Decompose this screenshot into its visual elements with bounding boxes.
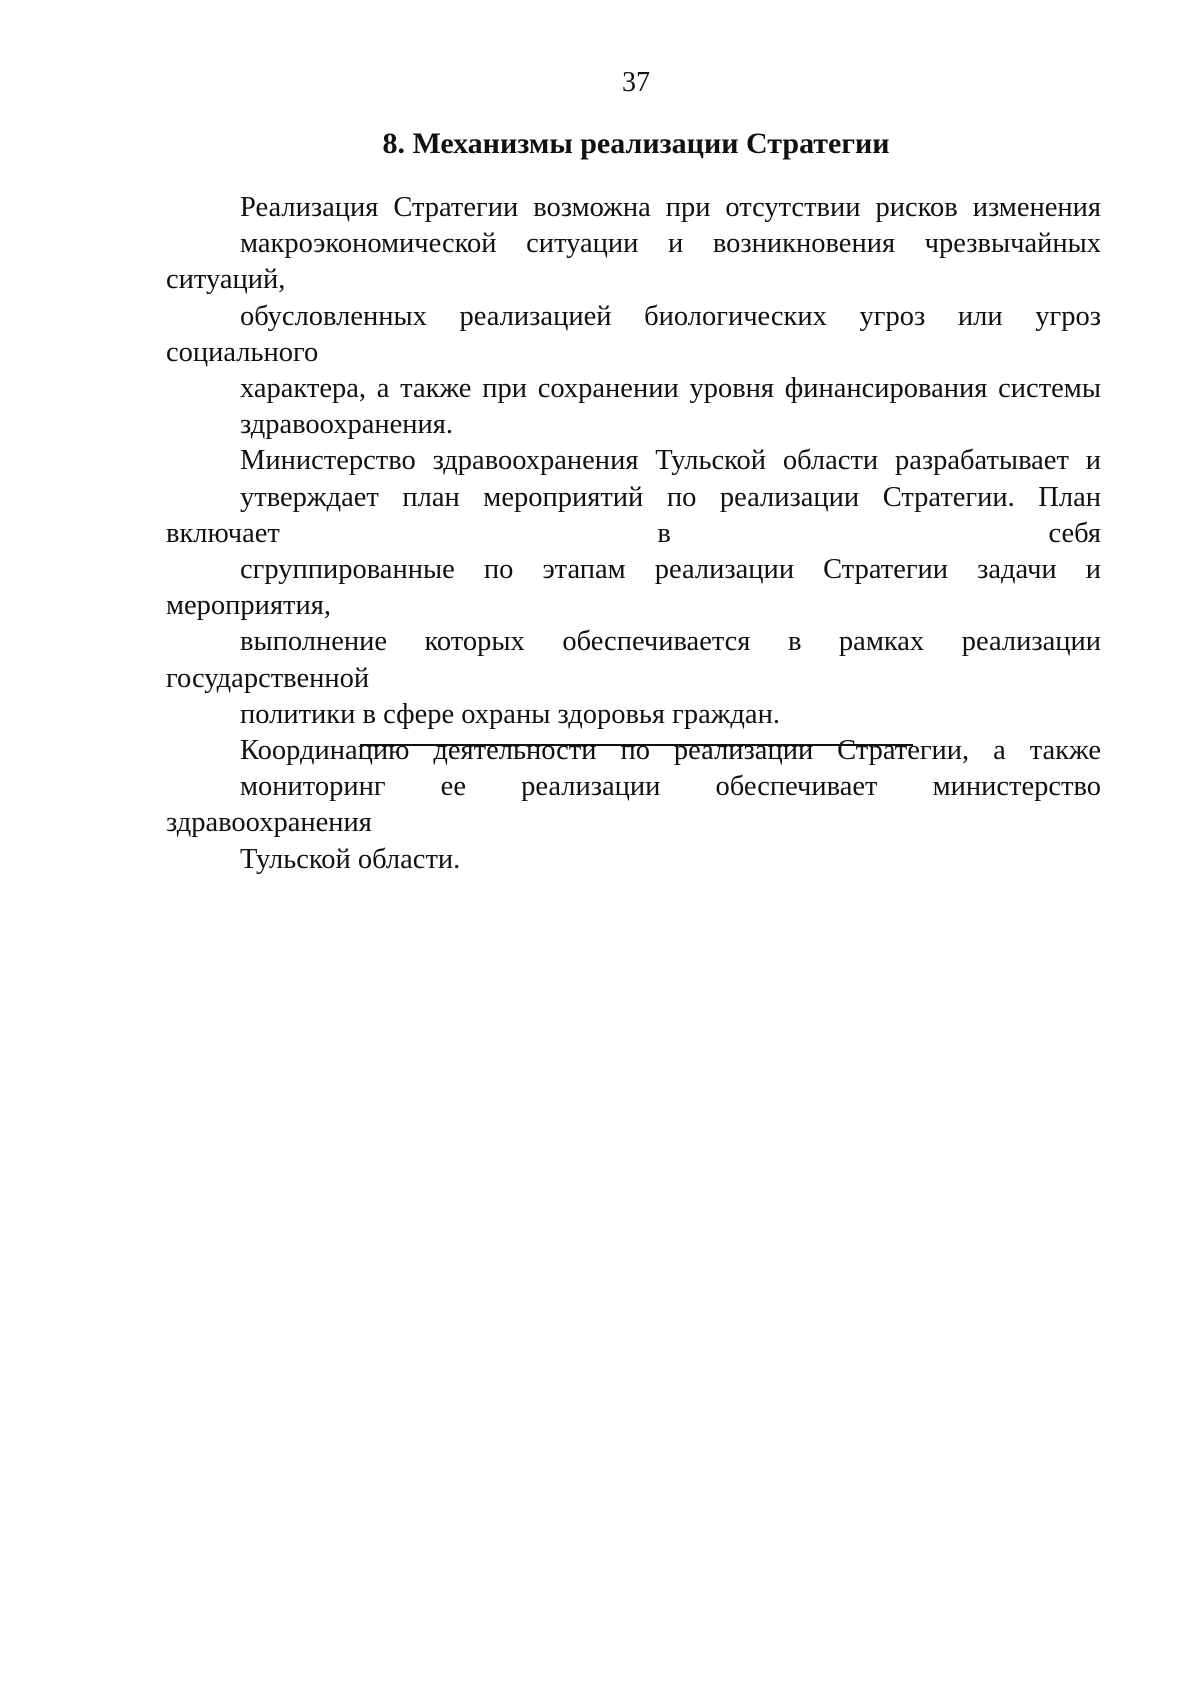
paragraph-line: выполнение которых обеспечивается в рамках реализации государственной — [166, 626, 1101, 694]
section-title: 8. Механизмы реализации Стратегии — [382, 127, 890, 160]
paragraph-line: здравоохранения. — [240, 409, 453, 441]
paragraph-line: Тульской области. — [240, 843, 461, 875]
paragraph-3 — [166, 733, 1101, 878]
paragraph-line: сгруппированные по этапам реализации Стратегии задачи и мероприятия, — [166, 554, 1101, 622]
paragraph-line: характера, а также при сохранении уровня финансирования системы — [240, 373, 1101, 405]
paragraph-2 — [166, 443, 1101, 733]
body-text — [166, 190, 1101, 878]
paragraph-line: мониторинг ее реализации обеспечивает министерство здравоохранения — [166, 771, 1101, 839]
paragraph-line: Министерство здравоохранения Тульской области разрабатывает и — [240, 445, 1101, 477]
paragraph-line: макроэкономической ситуации и возникновения чрезвычайных ситуаций, — [166, 228, 1101, 296]
paragraph-line: Координацию деятельности по реализации Стратегии, а также — [240, 735, 1101, 767]
end-divider-line — [360, 744, 913, 746]
paragraph-line: обусловленных реализацией биологических угроз или угроз социального — [166, 300, 1101, 368]
page-number: 37 — [622, 67, 650, 98]
paragraph-line: утверждает план мероприятий по реализации Стратегии. План включает в себя — [166, 481, 1101, 549]
paragraph-1 — [166, 190, 1101, 443]
paragraph-line: политики в сфере охраны здоровья граждан. — [240, 698, 780, 730]
paragraph-line: Реализация Стратегии возможна при отсутствии рисков изменения — [240, 192, 1101, 223]
